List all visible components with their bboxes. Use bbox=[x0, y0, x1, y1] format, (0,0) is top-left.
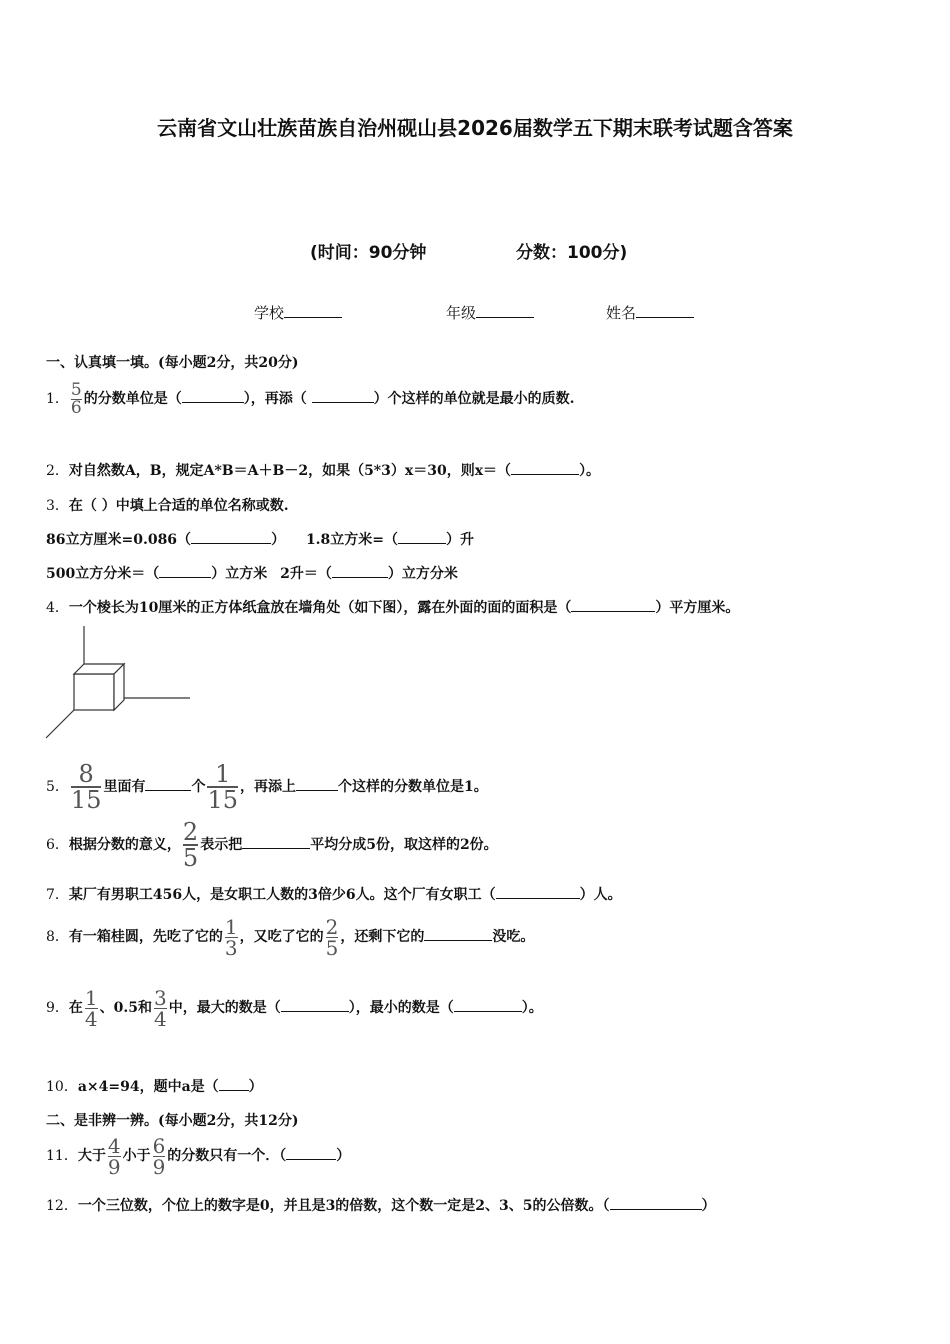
question-1: 1． $\frac{5}{6}$ 的分数单位是（ ），再添（ ）个这样的单位就是最小的质数. bbox=[46, 379, 575, 418]
grade-label: 年级 bbox=[446, 304, 477, 322]
question-7: 7．某厂有男职工456人，是女职工人数的3倍少6人。这个厂有女职工（ ）人。 bbox=[46, 884, 622, 904]
question-9: 9．在 $\frac{1}{4}$ 、0.5和 $\frac{3}{4}$ 中，最大的数是（ ），最小的数是（ ）。 bbox=[46, 985, 543, 1031]
answer-blank[interactable] bbox=[281, 997, 349, 1012]
fraction: $\frac{2}{5}$ bbox=[182, 818, 199, 872]
answer-blank[interactable] bbox=[571, 597, 655, 612]
question-3: 3．在（ ）中填上合适的单位名称或数. bbox=[46, 498, 289, 514]
cube-in-corner-figure bbox=[44, 626, 194, 740]
answer-blank[interactable] bbox=[145, 776, 191, 791]
question-4: 4．一个棱长为10厘米的正方体纸盒放在墙角处（如下图），露在外面的面的面积是（ ）平方厘米。 bbox=[46, 597, 739, 617]
answer-blank[interactable] bbox=[219, 1076, 249, 1091]
answer-blank[interactable] bbox=[242, 834, 310, 849]
question-10: 10．a×4=94，题中a是（ ） bbox=[46, 1076, 263, 1096]
answer-blank[interactable] bbox=[496, 884, 580, 899]
answer-blank[interactable] bbox=[511, 460, 579, 475]
question-5: 5． $\frac{8}{15}$ 里面有 个 $\frac{1}{15}$ ，再添上 个这样的分数单位是1。 bbox=[46, 760, 488, 814]
answer-blank[interactable] bbox=[398, 529, 446, 544]
wall-edge-diagonal bbox=[46, 710, 74, 738]
name-blank[interactable] bbox=[636, 303, 694, 318]
answer-blank[interactable] bbox=[296, 776, 338, 791]
fraction: $\frac{1}{15}$ bbox=[207, 760, 239, 814]
exam-time: (时间：90分钟 bbox=[310, 243, 427, 263]
question-8: 8．有一箱桂圆，先吃了它的 $\frac{1}{3}$ ，又吃了它的 $\frac{2}{5}$ ，还剩下它的 没吃。 bbox=[46, 914, 535, 960]
question-number: 1． bbox=[46, 391, 69, 407]
fraction: $\frac{4}{9}$ bbox=[107, 1133, 121, 1179]
exam-score: 分数：100分) bbox=[516, 243, 628, 263]
answer-blank[interactable] bbox=[424, 926, 492, 941]
answer-blank[interactable] bbox=[312, 388, 374, 403]
section-2-heading: 二、是非辨一辨。(每小题2分，共12分) bbox=[46, 1113, 299, 1129]
question-6: 6．根据分数的意义， $\frac{2}{5}$ 表示把 平均分成5份，取这样的2份。 bbox=[46, 818, 498, 872]
section-1-heading: 一、认真填一填。(每小题2分，共20分) bbox=[46, 355, 299, 371]
grade-field[interactable] bbox=[446, 302, 534, 323]
answer-blank[interactable] bbox=[191, 529, 271, 544]
answer-blank[interactable] bbox=[159, 563, 211, 578]
question-12: 12．一个三位数，个位上的数字是0，并且是3的倍数，这个数一定是2、3、5的公倍数。（ ） bbox=[46, 1195, 716, 1215]
school-blank[interactable] bbox=[284, 303, 342, 318]
school-label: 学校 bbox=[254, 304, 285, 322]
answer-blank[interactable] bbox=[182, 388, 244, 403]
name-label: 姓名 bbox=[606, 304, 637, 322]
answer-blank[interactable] bbox=[454, 997, 522, 1012]
answer-blank[interactable] bbox=[332, 563, 388, 578]
question-3-line-1: 86立方厘米=0.086（ ） 1.8立方米=（ ）升 bbox=[46, 529, 474, 549]
fraction: $\frac{1}{3}$ bbox=[224, 914, 238, 960]
question-11: 11．大于 $\frac{4}{9}$ 小于 $\frac{6}{9}$ 的分数只有一个．（ ） bbox=[46, 1133, 351, 1179]
fraction: $\frac{6}{9}$ bbox=[152, 1133, 166, 1179]
fraction: $\frac{2}{5}$ bbox=[325, 914, 339, 960]
fraction: $\frac{1}{4}$ bbox=[84, 985, 98, 1031]
fraction: $\frac{8}{15}$ bbox=[70, 760, 102, 814]
name-field[interactable] bbox=[606, 302, 694, 323]
grade-blank[interactable] bbox=[476, 303, 534, 318]
cube-front-face bbox=[74, 674, 114, 710]
document-title: 云南省文山壮族苗族自治州砚山县2026届数学五下期末联考试题含答案 bbox=[157, 116, 793, 140]
school-field[interactable] bbox=[254, 302, 342, 323]
fraction: $\frac{3}{4}$ bbox=[154, 985, 167, 1031]
question-3-line-2: 500立方分米＝（ ）立方米 2升＝（ ）立方分米 bbox=[46, 563, 458, 583]
answer-blank[interactable] bbox=[610, 1195, 702, 1210]
question-2: 2．对自然数A，B，规定A*B＝A＋B－2，如果（5*3）x＝30，则x＝（ ）。 bbox=[46, 460, 600, 480]
fraction: $\frac{5}{6}$ bbox=[70, 379, 82, 418]
answer-blank[interactable] bbox=[286, 1145, 336, 1160]
